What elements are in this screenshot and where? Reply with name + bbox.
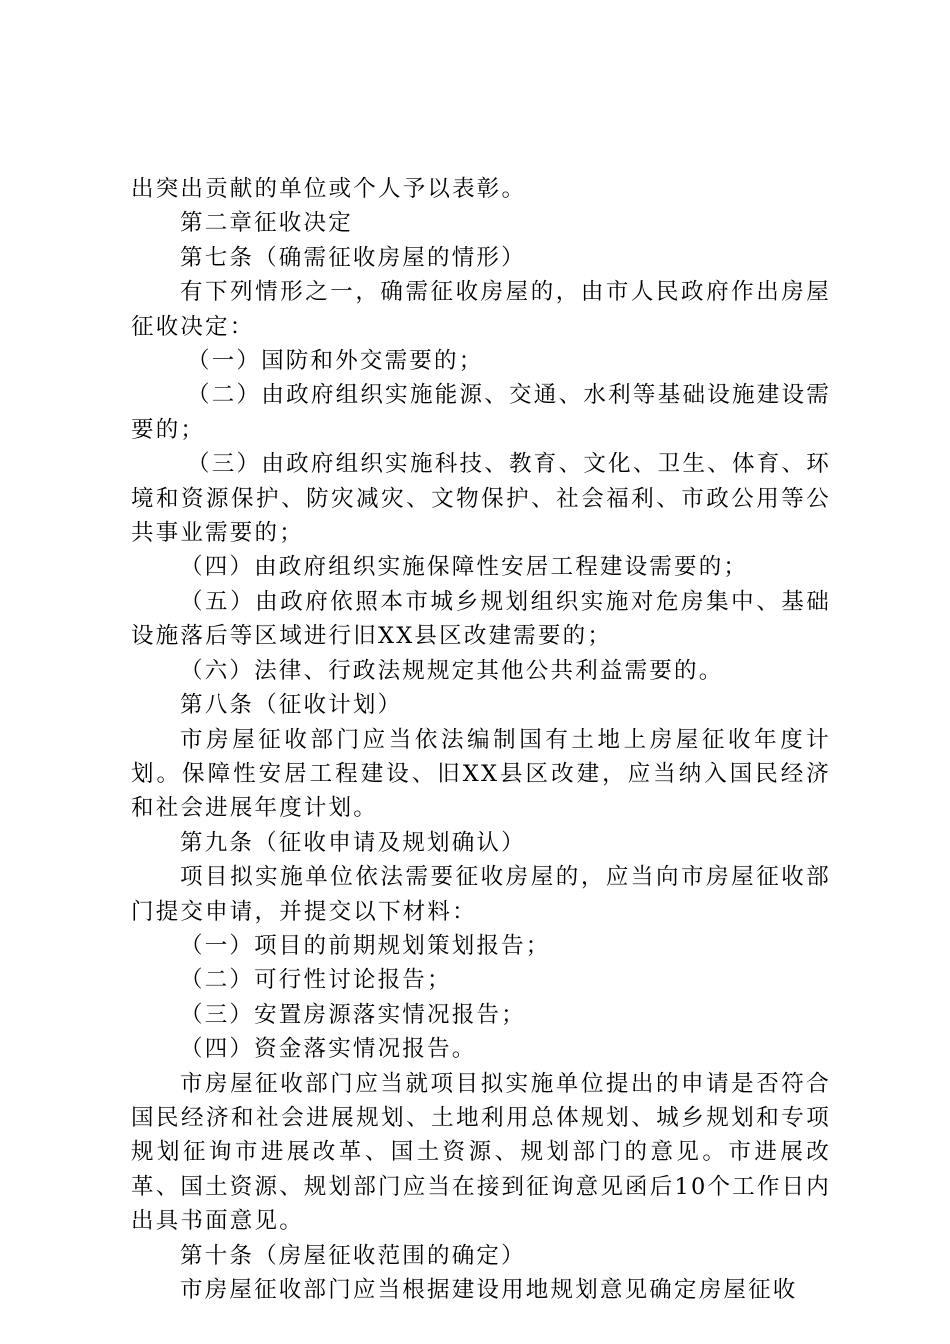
article-7-item-2: （二）由政府组织实施能源、交通、水利等基础设施建设需要的； [131,382,831,443]
article-10-body: 市房屋征收部门应当根据建设用地规划意见确定房屋征收 [180,1277,798,1303]
article-7-item-3: （三）由政府组织实施科技、教育、文化、卫生、体育、环境和资源保护、防灾减灾、文物保护、社会福利、市政公用等公共事业需要的； [131,451,831,547]
article-9-heading: 第九条（征收申请及规划确认） [180,829,526,856]
article-9-item-3: （三）安置房源落实情况报告； [180,1001,526,1028]
document-body [131,172,831,1307]
article-9-item-1: （一）项目的前期规划策划报告； [180,932,551,959]
article-9-body: 项目拟实施单位依法需要征收房屋的，应当向市房屋征收部门提交申请，并提交以下材料： [131,864,831,925]
article-7-item-1: （一）国防和外交需要的； [187,348,484,375]
article-9-item-2: （二）可行性讨论报告； [180,967,452,994]
article-7-item-6: （六）法律、行政法规规定其他公共利益需要的。 [180,657,724,684]
article-10-heading: 第十条（房屋征收范围的确定） [180,1242,526,1269]
article-7-body: 有下列情形之一，确需征收房屋的，由市人民政府作出房屋征收决定： [131,279,831,340]
paragraph-continuation: 出突出贡献的单位或个人予以表彰。 [131,176,527,202]
article-8-body: 市房屋征收部门应当依法编制国有土地上房屋征收年度计划。保障性安居工程建设、旧XX县区改建，应当纳入国民经济和社会进展年度计划。 [131,726,831,822]
chapter-heading: 第二章征收决定 [180,210,353,237]
article-7-item-5: （五）由政府依照本市城乡规划组织实施对危房集中、基础设施落后等区域进行旧XX县区改建需要的； [131,588,831,650]
article-9-paragraph: 市房屋征收部门应当就项目拟实施单位提出的申请是否符合国民经济和社会进展规划、土地利用总体规划、城乡规划和专项规划征询市进展改革、国土资源、规划部门的意见。市进展改革、国土资源、规划部门应当在接到征询意见函后10个工作日内出具书面意见。 [131,1070,831,1235]
article-7-heading: 第七条（确需征收房屋的情形） [180,244,526,271]
article-8-heading: 第八条（征收计划） [180,692,403,719]
article-9-item-4: （四）资金落实情况报告。 [180,1036,477,1063]
article-7-item-4: （四）由政府组织实施保障性安居工程建设需要的； [180,554,749,581]
